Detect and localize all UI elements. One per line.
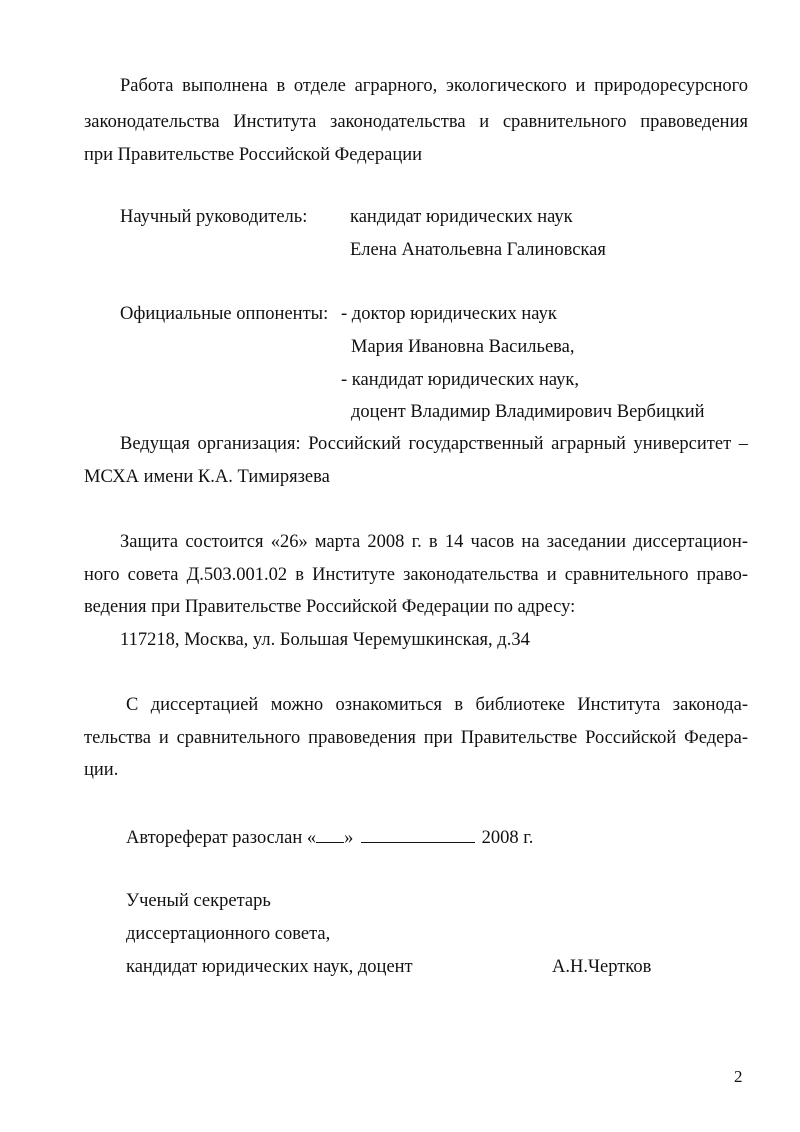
secretary-name: А.Н.Чертков xyxy=(552,957,652,977)
secretary-line-3: кандидат юридических наук, доцент xyxy=(126,957,413,977)
page-number: 2 xyxy=(734,1067,743,1086)
opponent-2-degree: - кандидат юридических наук, xyxy=(341,370,580,390)
lead-org-line-2: МСХА имени К.А. Тимирязева xyxy=(84,467,330,487)
intro-line-2: законодательства Института законодательства и сравнительного правоведения xyxy=(84,112,748,132)
defense-line-3: ведения при Правительстве Российской Федерации по адресу: xyxy=(84,597,576,617)
intro-line-1: Работа выполнена в отделе аграрного, экологического и природоресурсного xyxy=(120,76,748,96)
library-line-3: ции. xyxy=(84,760,119,780)
dispatch-suffix: 2008 г. xyxy=(481,828,534,848)
supervisor-name: Елена Анатольевна Галиновская xyxy=(350,240,606,260)
intro-line-3: при Правительстве Российской Федерации xyxy=(84,145,423,165)
secretary-line-2: диссертационного совета, xyxy=(126,924,331,944)
defense-line-2: ного совета Д.503.001.02 в Институте законодательства и сравнительного право- xyxy=(84,565,748,585)
defense-line-1: Защита состоится «26» марта 2008 г. в 14 часов на заседании диссертацион- xyxy=(120,532,748,552)
opponent-2-name: доцент Владимир Владимирович Вербицкий xyxy=(351,402,705,422)
opponents-label: Официальные оппоненты: xyxy=(120,304,329,324)
library-line-2: тельства и сравнительного правоведения при Правительстве Российской Федера- xyxy=(84,728,748,748)
dispatch-prefix: Автореферат разослан « xyxy=(126,828,317,848)
lead-org-line-1: Ведущая организация: Российский государственный аграрный университет – xyxy=(120,434,748,454)
day-blank xyxy=(316,826,344,843)
defense-address: 117218, Москва, ул. Большая Черемушкинская, д.34 xyxy=(120,630,530,650)
library-line-1: С диссертацией можно ознакомиться в библиотеке Института законода- xyxy=(126,695,748,715)
month-blank xyxy=(361,826,475,843)
supervisor-label: Научный руководитель: xyxy=(120,207,308,227)
secretary-line-1: Ученый секретарь xyxy=(126,891,271,911)
supervisor-degree: кандидат юридических наук xyxy=(350,207,573,227)
dispatch-middle: » xyxy=(344,828,354,848)
opponent-1-degree: - доктор юридических наук xyxy=(341,304,557,324)
opponent-1-name: Мария Ивановна Васильева, xyxy=(351,337,575,357)
dispatch-line xyxy=(126,826,533,849)
